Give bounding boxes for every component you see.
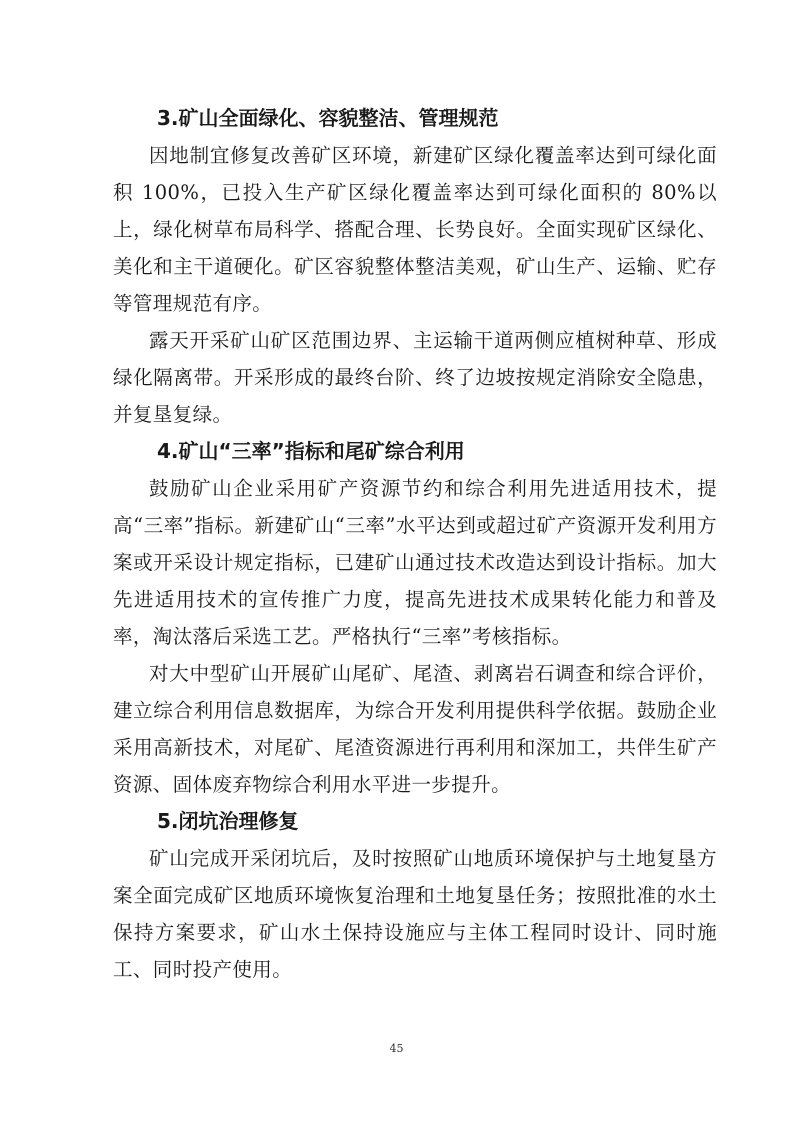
section-5-paragraph-1: 矿山完成开采闭坑后，及时按照矿山地质环境保护与土地复垦方案全面完成矿区地质环境恢复治理和土地复垦任务；按照批准的水土保持方案要求，矿山水土保持设施应与主体工程同时设计、同时施工、同时投产使用。 bbox=[113, 847, 717, 981]
section-heading-4: 4.矿山“三率”指标和尾矿综合利用 bbox=[157, 439, 465, 463]
section-4-paragraph-1: 鼓励矿山企业采用矿产资源节约和综合利用先进适用技术，提高“三率”指标。新建矿山“三率”水平达到或超过矿产资源开发利用方案或开采设计规定指标，已建矿山通过技术改造达到设计指标。加大先进适用技术的宣传推广力度，提高先进技术成果转化能力和普及率，淘汰落后采选工艺。严格执行“三率”考核指标。 bbox=[113, 477, 717, 648]
section-heading-3: 3.矿山全面绿化、容貌整洁、管理规范 bbox=[157, 106, 499, 130]
document-body bbox=[113, 100, 717, 988]
page-number: 45 bbox=[389, 1042, 404, 1055]
section-3-paragraph-2: 露天开采矿山矿区范围边界、主运输干道两侧应植树种草、形成绿化隔离带。开采形成的最终台阶、终了边坡按规定消除安全隐患，并复垦复绿。 bbox=[113, 329, 717, 426]
section-heading-5: 5.闭坑治理修复 bbox=[157, 809, 299, 833]
section-3-paragraph-1: 因地制宜修复改善矿区环境，新建矿区绿化覆盖率达到可绿化面积 100%，已投入生产矿区绿化覆盖率达到可绿化面积的 80%以上，绿化树草布局科学、搭配合理、长势良好。全面实现矿区绿化、美化和主干道硬化。矿区容貌整体整洁美观，矿山生产、运输、贮存等管理规范有序。 bbox=[113, 144, 717, 315]
section-4-paragraph-2: 对大中型矿山开展矿山尾矿、尾渣、剥离岩石调查和综合评价，建立综合利用信息数据库，为综合开发利用提供科学依据。鼓励企业采用高新技术，对尾矿、尾渣资源进行再利用和深加工，共伴生矿产资源、固体废弃物综合利用水平进一步提升。 bbox=[113, 662, 717, 796]
